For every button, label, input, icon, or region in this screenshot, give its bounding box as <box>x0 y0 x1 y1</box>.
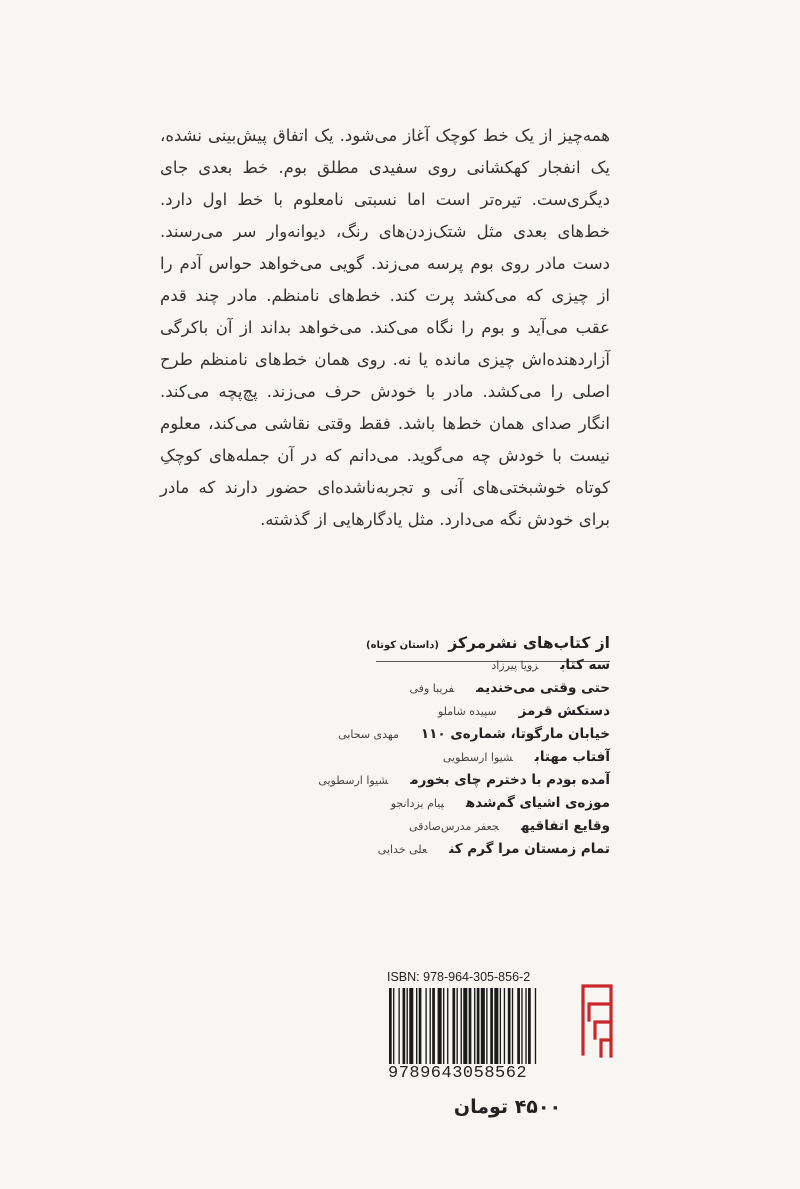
barcode-bar <box>517 988 520 1064</box>
isbn-label: ISBN: 978-964-305-856-2 <box>387 970 531 984</box>
list-item <box>210 790 610 813</box>
list-item <box>210 744 610 767</box>
barcode-bar <box>452 988 455 1064</box>
barcode-bar <box>419 988 422 1064</box>
book-list <box>210 652 610 859</box>
barcode-bar <box>474 988 475 1064</box>
list-item <box>210 675 610 698</box>
list-item <box>210 721 610 744</box>
barcode-bar <box>403 988 406 1064</box>
book-author: پیام یزدانجو <box>390 797 444 810</box>
book-title: سه کتاب <box>560 657 610 673</box>
barcode-bar <box>398 988 399 1064</box>
barcode-bar <box>425 988 426 1064</box>
list-item <box>210 698 610 721</box>
price-label: ۴۵۰۰ تومان <box>453 1096 562 1118</box>
book-title: دستکش قرمز <box>518 703 610 719</box>
barcode-bar <box>409 988 413 1064</box>
book-author: علی خدایی <box>377 843 428 856</box>
series-subtitle: (داستان کوتاه) <box>366 640 439 651</box>
barcode-bar <box>416 988 417 1064</box>
barcode-bar <box>508 988 511 1064</box>
barcode-bar <box>494 988 498 1064</box>
barcode-bar <box>486 988 487 1064</box>
book-author: شیوا ارسطویی <box>318 774 389 787</box>
barcode-bar <box>504 988 505 1064</box>
series-heading <box>366 634 610 652</box>
series-title: از کتاب‌های نشرمرکز <box>448 634 610 652</box>
book-author: فریبا وفی <box>409 682 455 695</box>
barcode-bar <box>389 988 392 1064</box>
book-author: شیوا ارسطویی <box>442 751 513 764</box>
book-title: آمده بودم با دخترم چای بخورم <box>410 772 610 788</box>
barcode-bar <box>432 988 435 1064</box>
barcode-bar <box>512 988 513 1064</box>
barcode-bar <box>461 988 462 1064</box>
book-title: خیابان مارگوتا، شماره‌ی ۱۱۰ <box>420 726 610 742</box>
book-title: وقایع اتفاقیه <box>520 818 610 834</box>
barcode-bar <box>463 988 467 1064</box>
list-item <box>210 767 610 790</box>
book-title: موزه‌ی اشیای گم‌شده <box>465 795 610 811</box>
book-title: تمام زمستان مرا گرم کن <box>449 841 610 857</box>
barcode-bar <box>469 988 472 1064</box>
barcode-bar <box>500 988 501 1064</box>
barcode-bar <box>525 988 526 1064</box>
barcode-bar <box>477 988 480 1064</box>
barcode-bar <box>443 988 444 1064</box>
book-author: زویا پیرزاد <box>491 659 539 672</box>
barcode-number: 9789643058562 <box>388 1064 528 1083</box>
book-title: حتی وقتی می‌خندیم <box>476 680 610 696</box>
barcode-image <box>387 988 577 1064</box>
barcode-bar <box>481 988 485 1064</box>
book-author: جعفر مدرس‌صادقی <box>408 820 499 833</box>
book-author: سپیده شاملو <box>437 705 497 718</box>
barcode-bar <box>438 988 442 1064</box>
barcode-bar <box>521 988 522 1064</box>
book-title: آفتاب مهتاب <box>534 749 610 765</box>
barcode-bar <box>528 988 531 1064</box>
barcode-bar <box>490 988 493 1064</box>
blurb-paragraph: همه‌چیز از یک خط کوچک آغاز می‌شود. یک اتفاق پیش‌بینی نشده، یک انفجار کهکشانی روی سفیدی مطلق بوم. خط بعدی جای دیگری‌ست. تیره‌تر است اما نسبتی نامعلوم با خط اول دارد. خط‌های بعدی مثل شتک‌زدن‌های رنگ، دیوانه‌وار سر می‌رسند. دست مادر روی بوم پرسه می‌زند. گویی می‌خواهد حواس آدم را از چیزی که می‌کشد پرت کند. خط‌های نامنظم. مادر چند قدم عقب می‌آید و بوم را نگاه می‌کند. می‌خواهد بداند از آن باکرگی آزاردهنده‌اش چیزی مانده یا نه. روی همان خط‌های نامنظم طرح اصلی را می‌کشد. مادر با خودش حرف می‌زند. پچ‌پچه می‌کند. انگار صدای همان خط‌ها باشد. فقط وقتی نقاشی می‌کند، معلوم نیست با خودش چه می‌گوید. می‌دانم که در آن جمله‌های کوچکِ کوتاه خوشبختی‌های آنی و تجربه‌ناشده‌ای حضور دارند که مادر برای خودش نگه می‌دارد. مثل یادگارهایی از گذشته. <box>160 126 610 529</box>
barcode-bar <box>430 988 431 1064</box>
list-item <box>210 652 610 675</box>
barcode-bar <box>447 988 448 1064</box>
barcode-bar <box>457 988 458 1064</box>
barcode-bar <box>407 988 408 1064</box>
blurb-text <box>160 120 610 536</box>
book-author: مهدی سحابی <box>338 728 399 741</box>
barcode-bar <box>393 988 394 1064</box>
list-item <box>210 813 610 836</box>
publisher-logo-icon <box>579 980 615 1060</box>
list-item <box>210 836 610 859</box>
barcode-bar <box>535 988 536 1064</box>
